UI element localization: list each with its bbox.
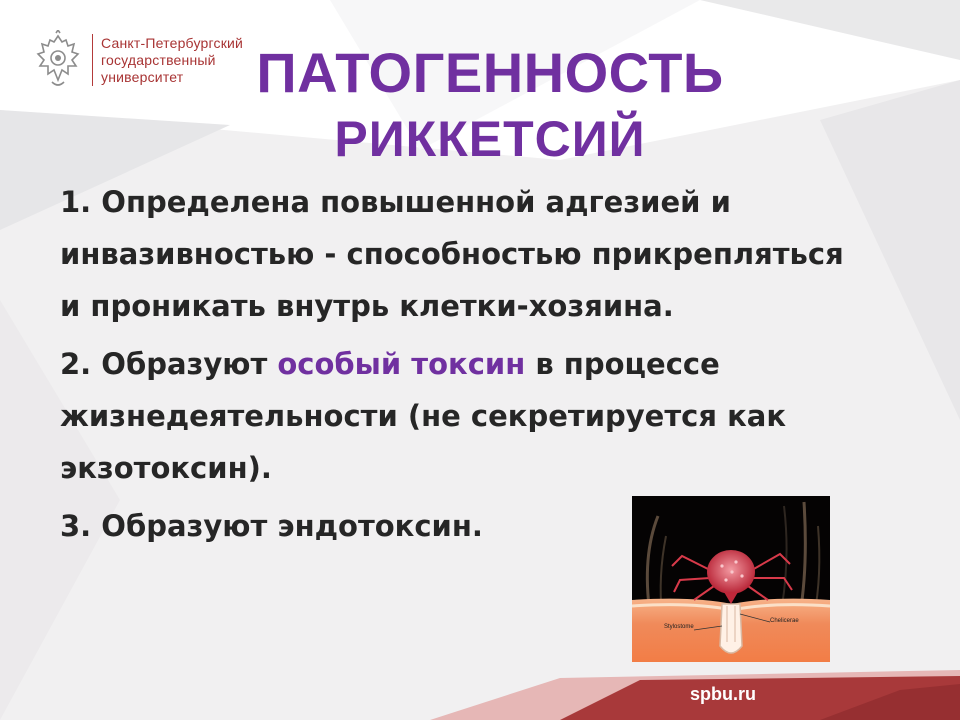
figure-label-stylostome: Stylostome: [664, 624, 694, 630]
figure-label-chelicerae: Chelicerae: [770, 618, 799, 624]
point-2-after: в процессе жизнедеятельности (не секретируется как экзотоксин).: [60, 347, 787, 485]
point-2-highlight: особый токсин: [277, 347, 526, 381]
university-name-line: Санкт-Петербургский: [101, 34, 244, 51]
logo-divider: [92, 34, 93, 86]
footer-band: [0, 660, 960, 720]
tick-illustration: [632, 496, 830, 662]
university-name-line: государственный: [101, 51, 216, 68]
university-logo: [30, 30, 243, 90]
crest-icon: [30, 30, 86, 90]
slide-title-line-2: РИККЕТСИЙ: [334, 111, 646, 167]
point-3: 3. Образуют эндотоксин.: [60, 509, 483, 543]
university-name-line: университет: [101, 68, 184, 85]
point-2-before: 2. Образуют: [60, 347, 278, 381]
slide-title-line-1: ПАТОГЕННОСТЬ: [256, 41, 724, 104]
footer-site-link[interactable]: spbu.ru: [690, 684, 756, 704]
university-name: [101, 35, 243, 86]
slide-title: [230, 40, 750, 172]
point-2: [60, 338, 850, 494]
point-1: 1. Определена повышенной адгезией и инвазивностью - способностью прикрепляться и проникать внутрь клетки-хозяина.: [60, 185, 844, 323]
